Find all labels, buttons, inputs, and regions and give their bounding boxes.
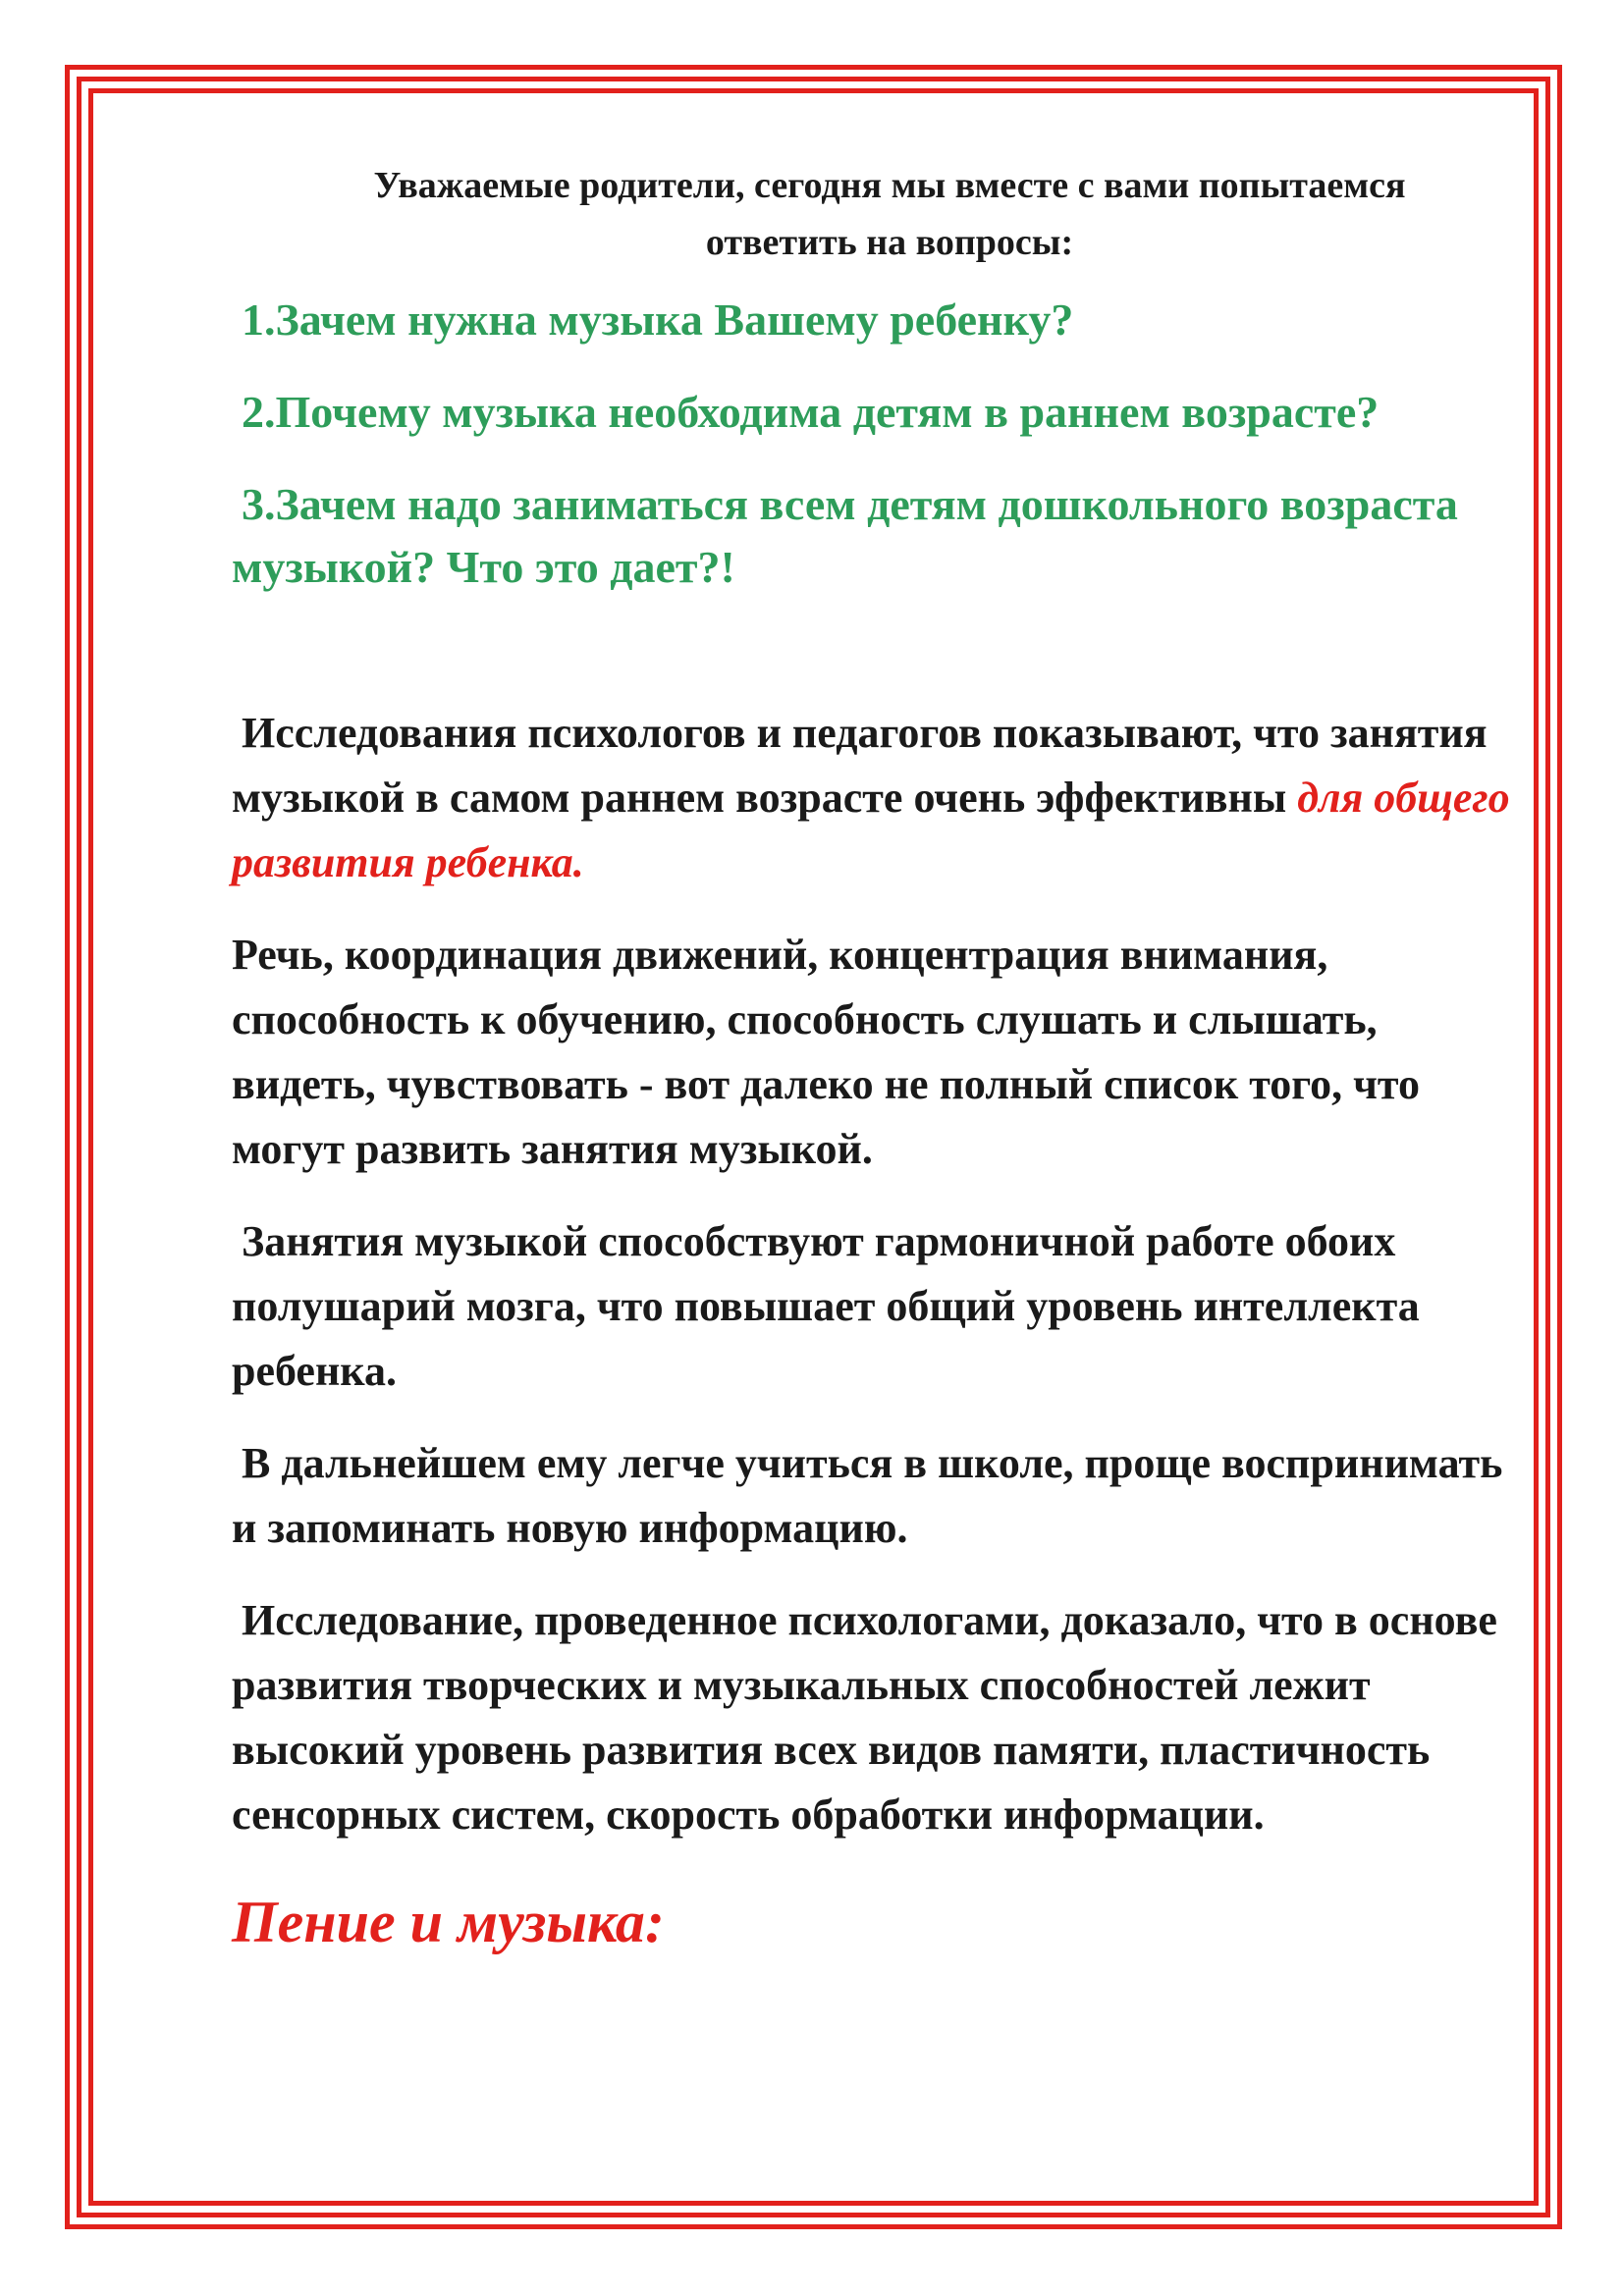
question-item-2: 2.Почему музыка необходима детям в раннем возрасте? bbox=[242, 387, 1380, 437]
paragraph-5 bbox=[232, 1588, 1528, 1847]
paragraph-2: Речь, координация движений, концентрация внимания, способность к обучению, способность слушать и слышать, видеть, чувствовать - вот далеко не полный список того, что могут развить занятия музыкой. bbox=[232, 931, 1420, 1173]
questions-list bbox=[232, 289, 1528, 599]
paragraph-3-text: Занятия музыкой способствуют гармоничной работе обоих полушарий мозга, что повышает общий уровень интеллекта ребенка. bbox=[232, 1217, 1420, 1395]
paragraph-3 bbox=[232, 1209, 1528, 1404]
intro-text bbox=[232, 157, 1528, 271]
section-heading: Пение и музыка: bbox=[232, 1890, 665, 1954]
paragraph-1 bbox=[232, 701, 1528, 895]
question-item-1: 1.Зачем нужна музыка Вашему ребенку? bbox=[242, 294, 1074, 345]
paragraph-1-accent: для общего развития ребенка. bbox=[232, 774, 1510, 886]
intro-line-2: ответить на вопросы: bbox=[705, 222, 1074, 263]
document-content bbox=[232, 147, 1528, 1961]
paragraph-1-text: Исследования психологов и педагогов показывают, что занятия музыкой в самом раннем возрасте очень эффективны bbox=[232, 709, 1488, 822]
intro-line-1: Уважаемые родители, сегодня мы вместе с вами попытаемся bbox=[373, 165, 1406, 206]
paragraph-4 bbox=[232, 1431, 1528, 1561]
body-text bbox=[232, 701, 1528, 1847]
paragraph-5-text: Исследование, проведенное психологами, доказало, что в основе развития творческих и музыкальных способностей лежит высокий уровень развития всех видов памяти, пластичность сенсорных систем, скорость обработки информации. bbox=[232, 1596, 1497, 1839]
question-item-3: 3.Зачем надо заниматься всем детям дошкольного возраста музыкой? Что это дает?! bbox=[232, 479, 1458, 592]
paragraph-4-text: В дальнейшем ему легче учиться в школе, проще воспринимать и запоминать новую информацию. bbox=[232, 1439, 1503, 1552]
